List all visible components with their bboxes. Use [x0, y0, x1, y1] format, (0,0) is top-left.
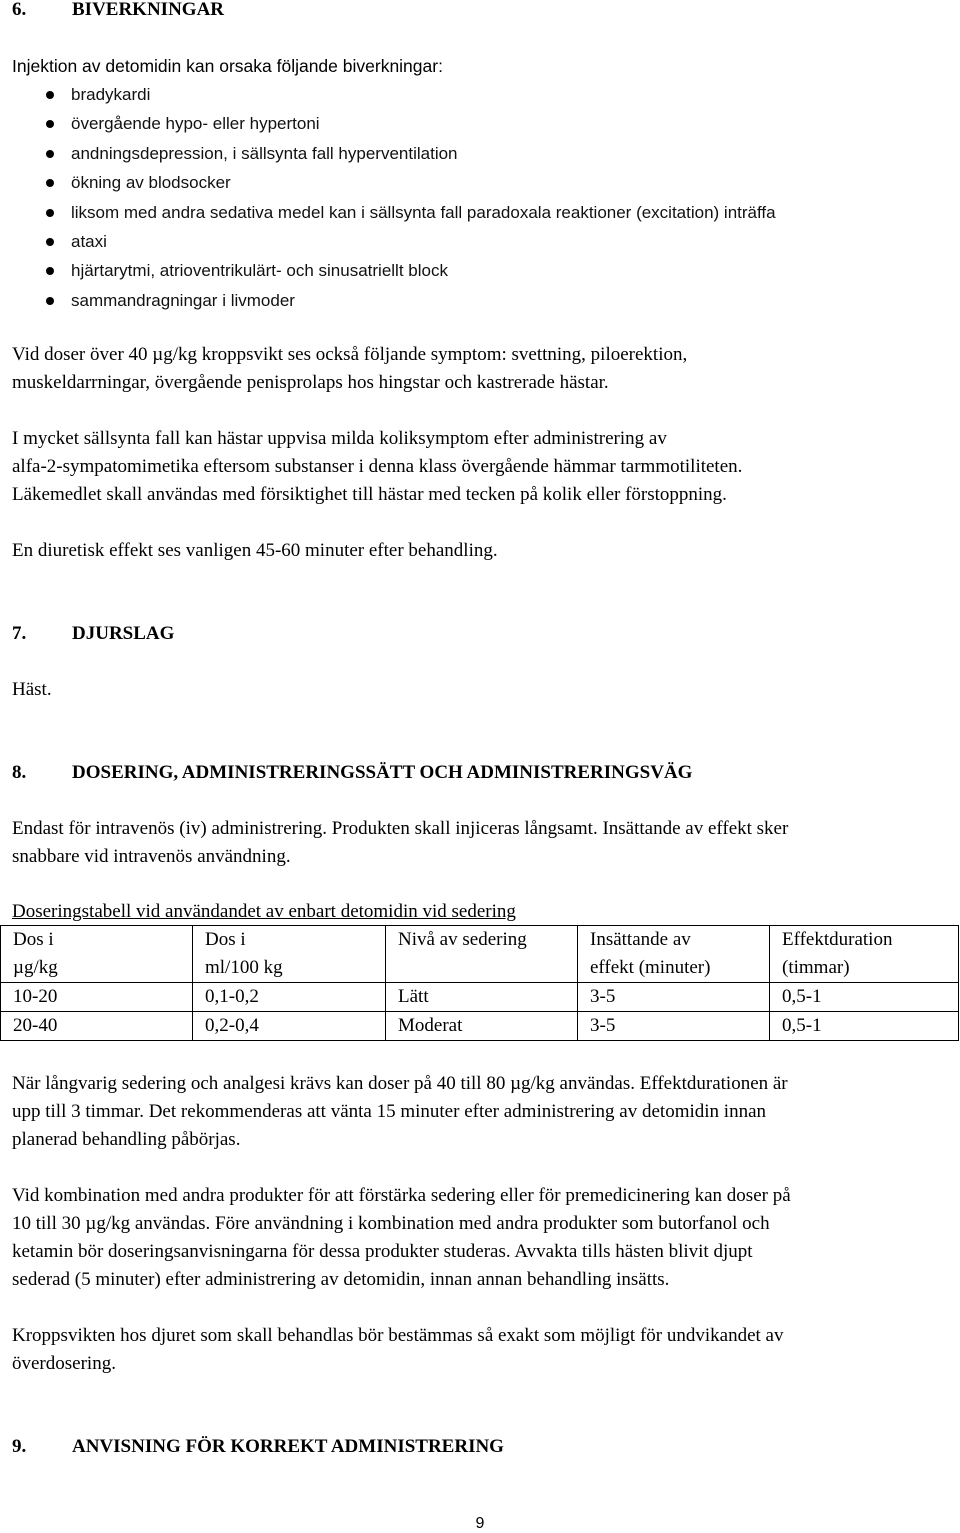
paragraph-colic-1: I mycket sällsynta fall kan hästar uppvisa milda koliksymptom efter administrering av — [12, 428, 667, 449]
section-6-heading — [12, 0, 224, 24]
section-8-heading — [12, 759, 692, 787]
section-9-heading — [12, 1433, 504, 1461]
paragraph-long-sedation-2: upp till 3 timmar. Det rekommenderas att vänta 15 minuter efter administrering av detomidin innan — [12, 1101, 766, 1122]
section-title: ANVISNING FÖR KORREKT ADMINISTRERING — [72, 1436, 504, 1457]
paragraph-long-sedation-1: När långvarig sedering och analgesi krävs kan doser på 40 till 80 µg/kg användas. Effektdurationen är — [12, 1073, 788, 1094]
section-title: DOSERING, ADMINISTRERINGSSÄTT OCH ADMINISTRERINGSVÄG — [72, 762, 693, 783]
page-number: 9 — [475, 1515, 485, 1532]
header-cell: Dos i ml/100 kg — [193, 926, 386, 983]
intro-text: Injektion av detomidin kan orsaka följande biverkningar: — [12, 56, 443, 76]
header-cell: Dos i µg/kg — [1, 926, 193, 983]
list-item: andningsdepression, i sällsynta fall hyperventilation — [12, 139, 776, 168]
header-cell: Nivå av sedering — [386, 926, 578, 983]
table-header-row — [1, 926, 959, 983]
paragraph-combination-2: 10 till 30 µg/kg användas. Före användning i kombination med andra produkter som butorfanol och — [12, 1213, 770, 1234]
bullet-icon — [46, 238, 54, 246]
section-title: BIVERKNINGAR — [72, 0, 225, 20]
table-row — [1, 1012, 959, 1041]
bullet-icon — [46, 91, 54, 99]
side-effects-list — [12, 80, 776, 315]
list-item: ökning av blodsocker — [12, 168, 776, 197]
paragraph-combination-3: ketamin bör doseringsanvisningarna för dessa produkter studeras. Avvakta tills hästen blivit djupt — [12, 1241, 753, 1262]
paragraph-administration-1: Endast för intravenös (iv) administrering. Produkten skall injiceras långsamt. Insättande av effekt sker — [12, 818, 789, 839]
paragraph-long-sedation-3: planerad behandling påbörjas. — [12, 1129, 241, 1150]
list-item: bradykardi — [12, 80, 776, 109]
table-cell: Lätt — [386, 983, 578, 1012]
table-cell: Moderat — [386, 1012, 578, 1041]
bullet-icon — [46, 209, 54, 217]
section-7-heading — [12, 620, 174, 648]
table-cell: 10-20 — [1, 983, 193, 1012]
header-cell: Insättande av effekt (minuter) — [578, 926, 770, 983]
paragraph-colic-3: Läkemedlet skall användas med försiktighet till hästar med tecken på kolik eller förstoppning. — [12, 484, 727, 505]
paragraph-combination-4: sederad (5 minuter) efter administrering av detomidin, innan annan behandling insätts. — [12, 1269, 670, 1290]
section-number: 8. — [12, 762, 27, 783]
paragraph-administration-2: snabbare vid intravenös användning. — [12, 846, 291, 867]
bullet-icon — [46, 179, 54, 187]
bullet-icon — [46, 120, 54, 128]
dosage-table — [0, 925, 959, 1041]
table-cell: 20-40 — [1, 1012, 193, 1041]
list-item: övergående hypo- eller hypertoni — [12, 109, 776, 138]
bullet-icon — [46, 297, 54, 305]
table-cell: 3-5 — [578, 983, 770, 1012]
table-caption: Doseringstabell vid användandet av enbart detomidin vid sedering — [12, 901, 516, 922]
section-title: DJURSLAG — [72, 623, 175, 644]
paragraph-high-dose-1: Vid doser över 40 µg/kg kroppsvikt ses också följande symptom: svettning, piloerektion, — [12, 344, 688, 365]
table-cell: 0,5-1 — [770, 983, 959, 1012]
table-cell: 0,2-0,4 — [193, 1012, 386, 1041]
paragraph-diuretic: En diuretisk effekt ses vanligen 45-60 minuter efter behandling. — [12, 540, 498, 561]
list-item: ataxi — [12, 227, 776, 256]
paragraph-bodyweight-2: överdosering. — [12, 1353, 116, 1374]
paragraph-high-dose-2: muskeldarrningar, övergående penisprolaps hos hingstar och kastrerade hästar. — [12, 372, 609, 393]
table-cell: 0,5-1 — [770, 1012, 959, 1041]
header-cell: Effektduration (timmar) — [770, 926, 959, 983]
list-item: sammandragningar i livmoder — [12, 286, 776, 315]
table-row — [1, 983, 959, 1012]
bullet-icon — [46, 267, 54, 275]
table-cell: 0,1-0,2 — [193, 983, 386, 1012]
table-cell: 3-5 — [578, 1012, 770, 1041]
list-item: hjärtarytmi, atrioventrikulärt- och sinusatriellt block — [12, 256, 776, 285]
paragraph-bodyweight-1: Kroppsvikten hos djuret som skall behandlas bör bestämmas så exakt som möjligt för undvikandet av — [12, 1325, 784, 1346]
section-number: 9. — [12, 1436, 27, 1457]
section-number: 6. — [12, 0, 27, 20]
species-text: Häst. — [12, 679, 52, 700]
paragraph-combination-1: Vid kombination med andra produkter för att förstärka sedering eller för premedicinering kan doser på — [12, 1185, 791, 1206]
bullet-icon — [46, 150, 54, 158]
section-number: 7. — [12, 623, 27, 644]
list-item: liksom med andra sedativa medel kan i sällsynta fall paradoxala reaktioner (excitation) inträffa — [12, 198, 776, 227]
paragraph-colic-2: alfa-2-sympatomimetika eftersom substanser i denna klass övergående hämmar tarmmotiliteten. — [12, 456, 743, 477]
